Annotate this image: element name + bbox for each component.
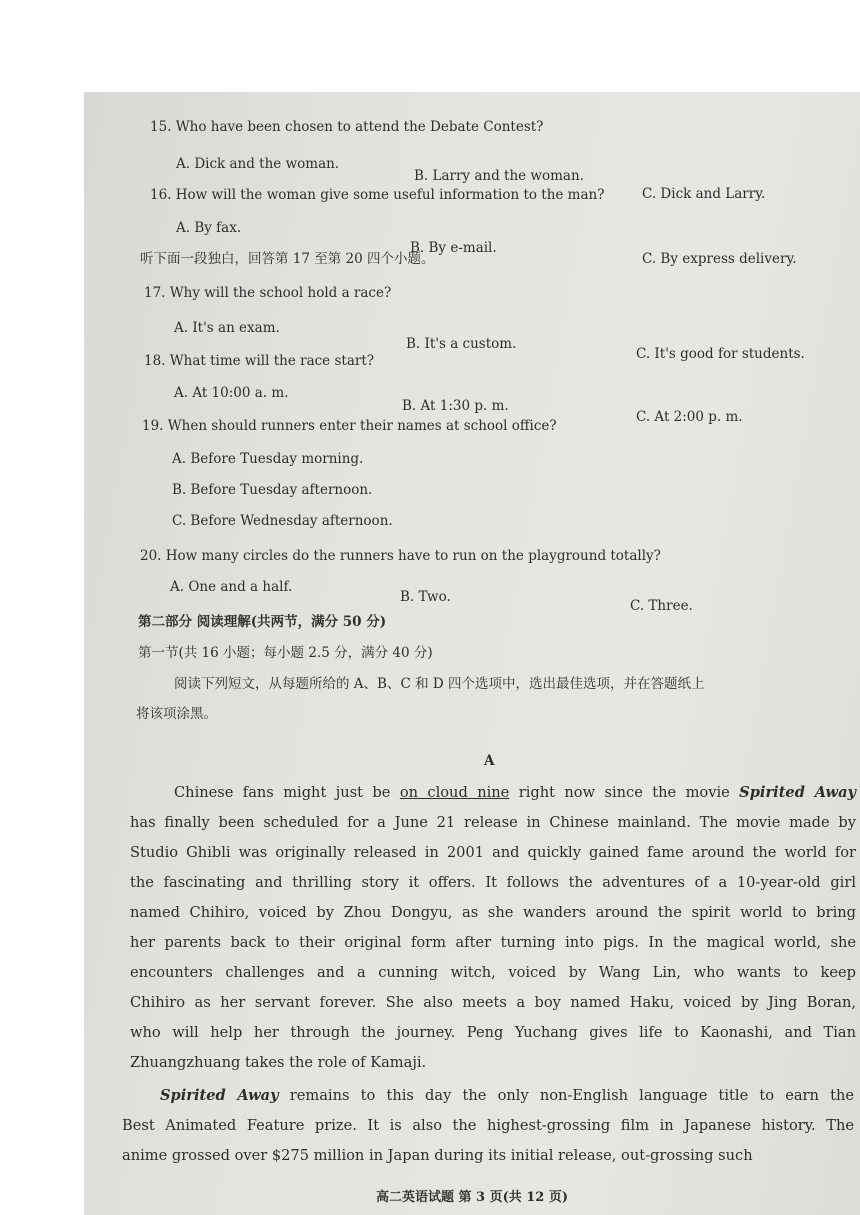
question-16-option-a: A. By fax. [176, 220, 242, 236]
question-20-option-b: B. Two. [400, 589, 451, 605]
paragraph-1-line-9: who will help her through the journey. Peng Yuchang gives life to Kaonashi, and Tian [130, 1024, 856, 1041]
question-20-option-a: A. One and a half. [170, 579, 293, 595]
paragraph-1-line-5: named Chihiro, voiced by Zhou Dongyu, as she wanders around the spirit world to bring [130, 904, 856, 921]
reading-instruction-line1: 阅读下列短文，从每题所给的 A、B、C 和 D 四个选项中，选出最佳选项，并在答题纸上 [174, 676, 705, 692]
passage-paragraph-2 [122, 1081, 854, 1171]
question-20-option-c: C. Three. [630, 598, 693, 614]
question-15-option-b: B. Larry and the woman. [414, 168, 584, 184]
question-19-option-a: A. Before Tuesday morning. [172, 451, 364, 467]
movie-title: Spirited Away [739, 784, 857, 801]
question-19-option-b: B. Before Tuesday afternoon. [172, 482, 373, 498]
part-two-heading: 第二部分 阅读理解(共两节，满分 50 分) [138, 614, 387, 630]
question-16-stem: 16. How will the woman give some useful information to the man? [150, 187, 605, 203]
section-one-heading: 第一节(共 16 小题；每小题 2.5 分，满分 40 分) [138, 645, 433, 661]
movie-title: Spirited Away [160, 1087, 279, 1104]
question-18-option-b: B. At 1:30 p. m. [402, 398, 509, 414]
question-15-option-a: A. Dick and the woman. [176, 156, 340, 172]
page-footer: 高二英语试题 第 3 页(共 12 页) [375, 1190, 569, 1205]
question-18-option-c: C. At 2:00 p. m. [636, 409, 743, 425]
paragraph-1-line-8: Chihiro as her servant forever. She also meets a boy named Haku, voiced by Jing Boran, [130, 994, 856, 1011]
question-17-stem: 17. Why will the school hold a race? [144, 285, 392, 301]
passage-paragraph-1 [130, 778, 856, 1078]
question-18-stem: 18. What time will the race start? [144, 353, 374, 369]
paragraph-1-line-7: encounters challenges and a cunning witch, voiced by Wang Lin, who wants to keep [130, 964, 856, 981]
question-17-option-b: B. It's a custom. [406, 336, 517, 352]
text-run: Chinese fans might just be [174, 784, 400, 801]
paragraph-1-line-1 [130, 778, 856, 808]
question-19-option-c: C. Before Wednesday afternoon. [172, 513, 393, 529]
question-20-stem: 20. How many circles do the runners have to run on the playground totally? [140, 548, 661, 564]
question-15-option-c: C. Dick and Larry. [642, 186, 766, 202]
monologue-instruction: 听下面一段独白，回答第 17 至第 20 四个小题。 [140, 251, 435, 267]
text-run: right now since the movie [509, 784, 740, 801]
question-17-option-c: C. It's good for students. [636, 346, 805, 362]
question-18-option-a: A. At 10:00 a. m. [174, 385, 289, 401]
text-run: remains to this day the only non-English language title to earn the [278, 1087, 854, 1104]
underlined-phrase: on cloud nine [399, 784, 510, 801]
passage-letter: A [484, 753, 495, 769]
question-16-option-c: C. By express delivery. [642, 251, 797, 267]
question-16-option-b: B. By e-mail. [410, 240, 497, 256]
exam-page [84, 92, 860, 1215]
paragraph-1-line-4: the fascinating and thrilling story it offers. It follows the adventures of a 10-year-old girl [130, 874, 856, 891]
paragraph-1-line-10: Zhuangzhuang takes the role of Kamaji. [130, 1054, 427, 1071]
paragraph-1-line-6: her parents back to their original form after turning into pigs. In the magical world, she [130, 934, 856, 951]
paragraph-2-line-1 [122, 1081, 854, 1111]
question-19-stem: 19. When should runners enter their names at school office? [142, 418, 557, 434]
reading-instruction-line2: 将该项涂黑。 [136, 706, 217, 722]
paragraph-1-line-2: has finally been scheduled for a June 21 release in Chinese mainland. The movie made by [130, 814, 856, 831]
question-17-option-a: A. It's an exam. [174, 320, 280, 336]
question-15-stem: 15. Who have been chosen to attend the Debate Contest? [150, 119, 544, 135]
paragraph-2-line-2: Best Animated Feature prize. It is also the highest-grossing film in Japanese history. The [122, 1117, 854, 1134]
paragraph-2-line-3: anime grossed over $275 million in Japan during its initial release, out-grossing such [122, 1147, 753, 1164]
paragraph-1-line-3: Studio Ghibli was originally released in 2001 and quickly gained fame around the world for [130, 844, 856, 861]
